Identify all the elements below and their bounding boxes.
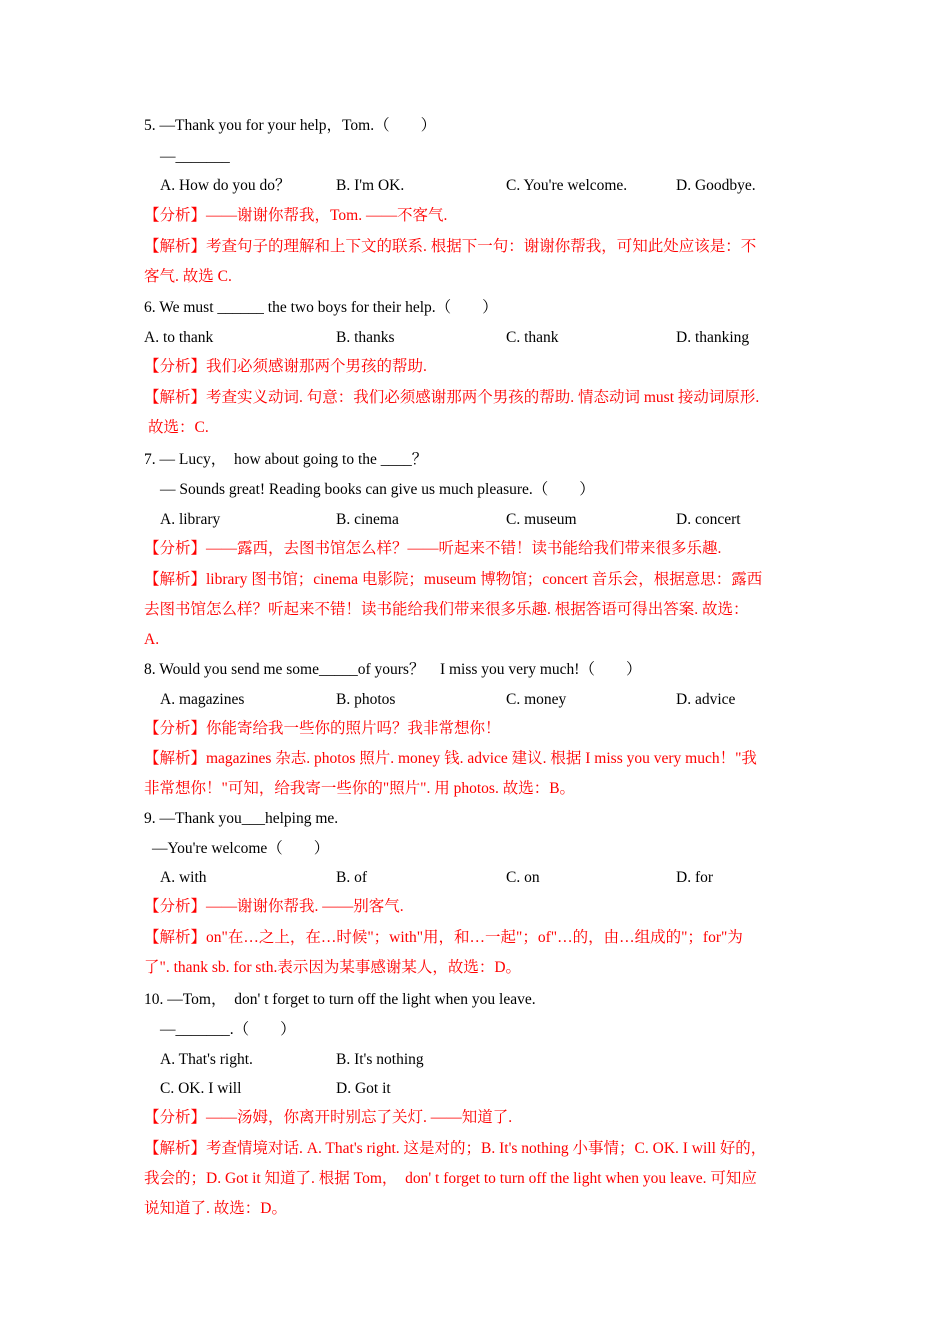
q8-analysis: 【分析】你能寄给我一些你的照片吗？我非常想你！ (144, 720, 501, 737)
q7-explanation-line3: A. (144, 631, 160, 648)
q7-explanation-line2: 去图书馆怎么样？听起来不错！读书能给我们带来很多乐趣. 根据答语可得出答案. 故选： (144, 601, 749, 618)
q7-explanation-line1: 【解析】library 图书馆；cinema 电影院；museum 博物馆；concert 音乐会，根据意思：露西 (144, 571, 763, 588)
q10-option-c: C. OK. I will (160, 1080, 242, 1097)
q10-option-a: A. That's right. (160, 1051, 253, 1068)
q10-analysis: 【分析】——汤姆，你离开时别忘了关灯. ——知道了. (144, 1109, 513, 1126)
q7-stem-line2: — Sounds great! Reading books can give us much pleasure.（ ） (160, 481, 595, 498)
q8-option-a: A. magazines (160, 691, 245, 708)
q10-stem-line2: —_______.（ ） (160, 1021, 296, 1038)
q8-option-b: B. photos (336, 691, 396, 708)
q6-option-b: B. thanks (336, 329, 395, 346)
q10-explanation-line2: 我会的；D. Got it 知道了. 根据 Tom， don' t forget to turn off the light when you leave. 可知应 (144, 1170, 757, 1187)
q9-explanation-line1: 【解析】on"在…之上，在…时候"；with"用，和…一起"；of"…的，由…组成的"；for"为 (144, 929, 743, 946)
q9-option-a: A. with (160, 869, 207, 886)
q6-explanation-line2: 故选：C. (148, 419, 209, 436)
q9-stem-line1: 9. —Thank you___helping me. (144, 810, 339, 827)
q10-stem-line1: 10. —Tom， don' t forget to turn off the light when you leave. (144, 991, 536, 1008)
q5-stem-line2: —_______ (160, 148, 230, 165)
q10-option-b: B. It's nothing (336, 1051, 424, 1068)
q9-option-c: C. on (506, 869, 540, 886)
q10-explanation-line1: 【解析】考查情境对话. A. That's right. 这是对的；B. It's nothing 小事情；C. OK. I will 好的， (144, 1140, 767, 1157)
q7-option-b: B. cinema (336, 511, 399, 528)
q6-stem-line1: 6. We must ______ the two boys for their help.（ ） (144, 299, 498, 316)
q9-stem-line2: —You're welcome（ ） (152, 840, 330, 857)
q8-explanation-line1: 【解析】magazines 杂志. photos 照片. money 钱. advice 建议. 根据 I miss you very much！"我 (144, 750, 757, 767)
q5-stem-line1: 5. —Thank you for your help，Tom.（ ） (144, 117, 437, 134)
q5-explanation-line1: 【解析】考查句子的理解和上下文的联系. 根据下一句：谢谢你帮我，可知此处应该是：不 (144, 238, 757, 255)
q5-option-b: B. I'm OK. (336, 177, 405, 194)
q8-option-d: D. advice (676, 691, 736, 708)
q5-option-a: A. How do you do？ (160, 177, 291, 194)
q7-option-a: A. library (160, 511, 221, 528)
q7-analysis: 【分析】——露西，去图书馆怎么样？——听起来不错！读书能给我们带来很多乐趣. (144, 540, 722, 557)
q6-analysis: 【分析】我们必须感谢那两个男孩的帮助. (144, 358, 427, 375)
q6-option-d: D. thanking (676, 329, 750, 346)
q8-explanation-line2: 非常想你！"可知，给我寄一些你的"照片". 用 photos. 故选：B。 (144, 780, 576, 797)
q5-option-c: C. You're welcome. (506, 177, 628, 194)
q7-stem-line1: 7. — Lucy， how about going to the ____？ (144, 451, 428, 468)
q6-option-c: C. thank (506, 329, 559, 346)
q6-explanation-line1: 【解析】考查实义动词. 句意：我们必须感谢那两个男孩的帮助. 情态动词 must 接动词原形. (144, 389, 760, 406)
q5-explanation-line2: 客气. 故选 C. (144, 268, 232, 285)
q10-option-d: D. Got it (336, 1080, 391, 1097)
q9-explanation-line2: 了". thank sb. for sth.表示因为某事感谢某人，故选：D。 (144, 959, 522, 976)
q6-option-a: A. to thank (144, 329, 214, 346)
q8-option-c: C. money (506, 691, 567, 708)
q9-option-b: B. of (336, 869, 367, 886)
q7-option-c: C. museum (506, 511, 577, 528)
q5-analysis: 【分析】——谢谢你帮我，Tom. ——不客气. (144, 207, 448, 224)
q7-option-d: D. concert (676, 511, 741, 528)
q9-option-d: D. for (676, 869, 714, 886)
q5-option-d: D. Goodbye. (676, 177, 756, 194)
q8-stem-line1: 8. Would you send me some_____of yours？ I miss you very much!（ ） (144, 661, 642, 678)
q9-analysis: 【分析】——谢谢你帮我. ——别客气. (144, 898, 404, 915)
q10-explanation-line3: 说知道了. 故选：D。 (144, 1200, 287, 1217)
